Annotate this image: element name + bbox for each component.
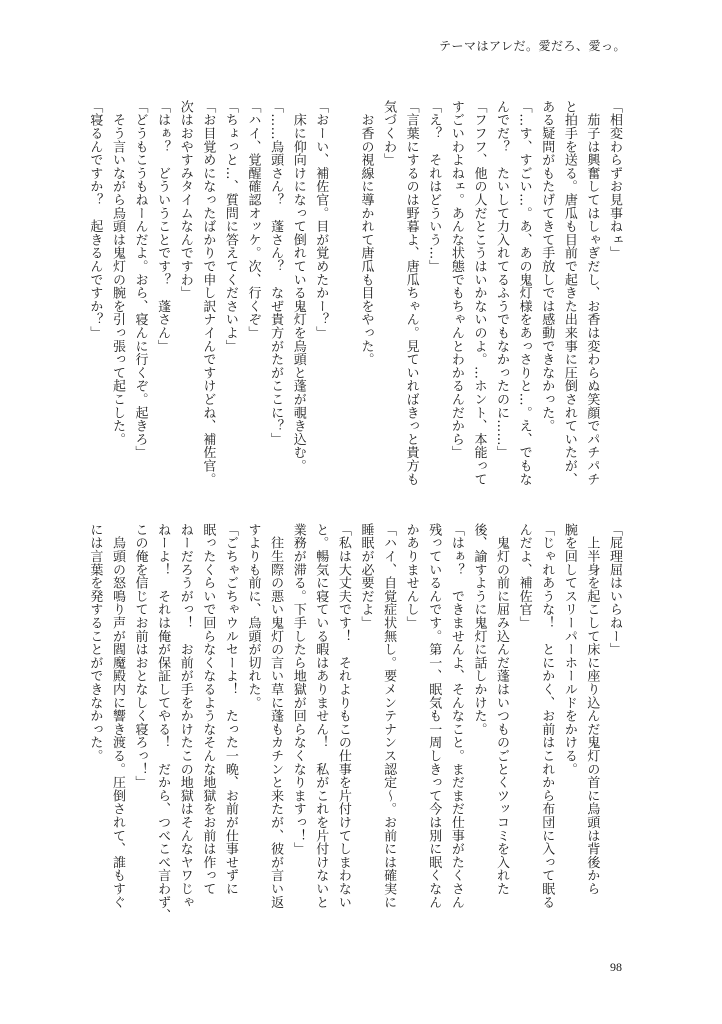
text-column: 「フフフ、他の人だとこうはいかないのよ。…ホント、本能って bbox=[471, 100, 487, 486]
text-column: 「どうもこうもねーんだよ。おら、寝んに行くぞ。起きろ」 bbox=[132, 100, 148, 460]
text-column: 「……烏頭さん？ 蓬さん？ なぜ貴方がたがここに？」 bbox=[268, 100, 284, 446]
running-header: テーマはアレだ。愛だろ、愛っ。 bbox=[438, 39, 626, 53]
text-column: 気づくわ」 bbox=[381, 100, 397, 167]
text-column bbox=[331, 100, 354, 480]
page-number: 98 bbox=[610, 960, 622, 974]
text-column: 往生際の悪い鬼灯の言い草に蓬もカチンと来たが、彼が言い返 bbox=[268, 523, 284, 909]
text-column: 「はぁ？ できませんよ、そんなこと。まだまだ仕事がたくさん bbox=[448, 523, 464, 909]
text-column: んだよ、補佐官」 bbox=[516, 523, 532, 630]
text-column: 「屁理屈はいらねー」 bbox=[607, 523, 622, 656]
text-column: 鬼灯の前に屈み込んだ蓬はいつものごとくツッコミを入れた bbox=[494, 523, 510, 896]
text-block-top bbox=[82, 100, 625, 486]
text-column: かありませんし」 bbox=[403, 523, 419, 630]
text-column: 「言葉にするのは野暮よ、唐瓜ちゃん。見ていればきっと貴方も bbox=[403, 100, 419, 486]
text-column: ねーだろうがっ！ お前が手をかけたこの地獄はそんなヤワじゃ bbox=[177, 523, 193, 909]
text-column: 烏頭の怒鳴り声が閻魔殿内に響き渡る。圧倒されて、誰もすぐ bbox=[109, 523, 125, 909]
text-column: 「ハイ、覚醒確認オッケ。次、行くぞ」 bbox=[245, 100, 261, 340]
text-column: この俺を信じてお前はおとなしく寝ろっ！」 bbox=[132, 523, 148, 789]
text-column: と拍手を送る。唐瓜も目前で起きた出来事に圧倒されていたが、 bbox=[561, 100, 577, 486]
text-column: すよりも前に、烏頭が切れた。 bbox=[245, 523, 261, 710]
text-column: 「はぁ？ どういうことです？ 蓬さん」 bbox=[155, 100, 171, 353]
text-column: ある疑問がもたげてきて手放しでは感動できなかった。 bbox=[539, 100, 555, 433]
text-column: 残っているんです。第一、眠気も一周しきって今は別に眠くなん bbox=[426, 523, 442, 909]
text-column: 後、諭すように鬼灯に話しかけた。 bbox=[471, 523, 487, 736]
text-column: 「ハイ、自覚症状無し。要メンテナンス認定～。お前には確実に bbox=[381, 523, 397, 909]
text-column: ねーよ！ それは俺が保証してやる！ だから、つべこべ言わず、 bbox=[155, 523, 171, 922]
text-column: 腕を回してスリーパーホールドをかける。 bbox=[561, 523, 577, 776]
text-column: 床に仰向けになって倒れている鬼灯を烏頭と蓬が覗き込む。 bbox=[290, 100, 306, 473]
text-column: 「おーい、補佐官。目が覚めたかー？」 bbox=[313, 100, 329, 340]
text-block-bottom bbox=[82, 523, 625, 922]
text-column: 「え？ それはどういう…」 bbox=[426, 100, 442, 273]
text-column: 「お目覚めになったばかりで申し訳ナイんですけどね、補佐官。 bbox=[200, 100, 216, 486]
text-column: 「私は大丈夫です！ それよりもこの仕事を片付けてしまわない bbox=[335, 523, 351, 909]
text-column: んでだ？ たいして力入れてるふうでもなかったのに……」 bbox=[494, 100, 510, 460]
text-column: 「…す、すごい…。あ、あの鬼灯様をあっさりと…。え、でもな bbox=[516, 100, 532, 486]
text-column: 次はおやすみタイムなんですわ」 bbox=[177, 100, 193, 300]
text-column: お香の視線に導かれて唐瓜も目をやった。 bbox=[358, 100, 374, 366]
text-column: 茄子は興奮してはしゃぎだし、お香は変わらぬ笑顔でパチパチ bbox=[584, 100, 600, 486]
text-column: 「じゃれあうな！ とにかく、お前はこれから布団に入って眠る bbox=[539, 523, 555, 909]
text-column: 「ちょっと…、質問に答えてくださいよ」 bbox=[222, 100, 238, 353]
text-column: 「ごちゃごちゃウルセーよ！ たった一晩、お前が仕事せずに bbox=[222, 523, 238, 896]
text-column: には言葉を発することができなかった。 bbox=[87, 523, 103, 763]
text-column: 「相変わらずお見事ねェ」 bbox=[607, 100, 622, 260]
text-column: 睡眠が必要だよ」 bbox=[358, 523, 374, 630]
text-column: そう言いながら烏頭は鬼灯の腕を引っ張って起こした。 bbox=[109, 100, 125, 446]
text-column: 上半身を起こして床に座り込んだ鬼灯の首に烏頭は背後から bbox=[584, 523, 600, 896]
text-column: 業務が滞る。下手したら地獄が回らなくなりますっ！」 bbox=[290, 523, 306, 856]
text-column: 眠ったくらいで回らなくなるようなそんな地獄をお前は作って bbox=[200, 523, 216, 896]
text-column: と。暢気に寝ている暇はありません！ 私がこれを片付けないと bbox=[313, 523, 329, 909]
text-column: 「寝るんですか？ 起きるんですか？」 bbox=[87, 100, 103, 340]
text-column: すごいわよねェ。あんな状態でもちゃんとわかるんだから」 bbox=[448, 100, 464, 460]
